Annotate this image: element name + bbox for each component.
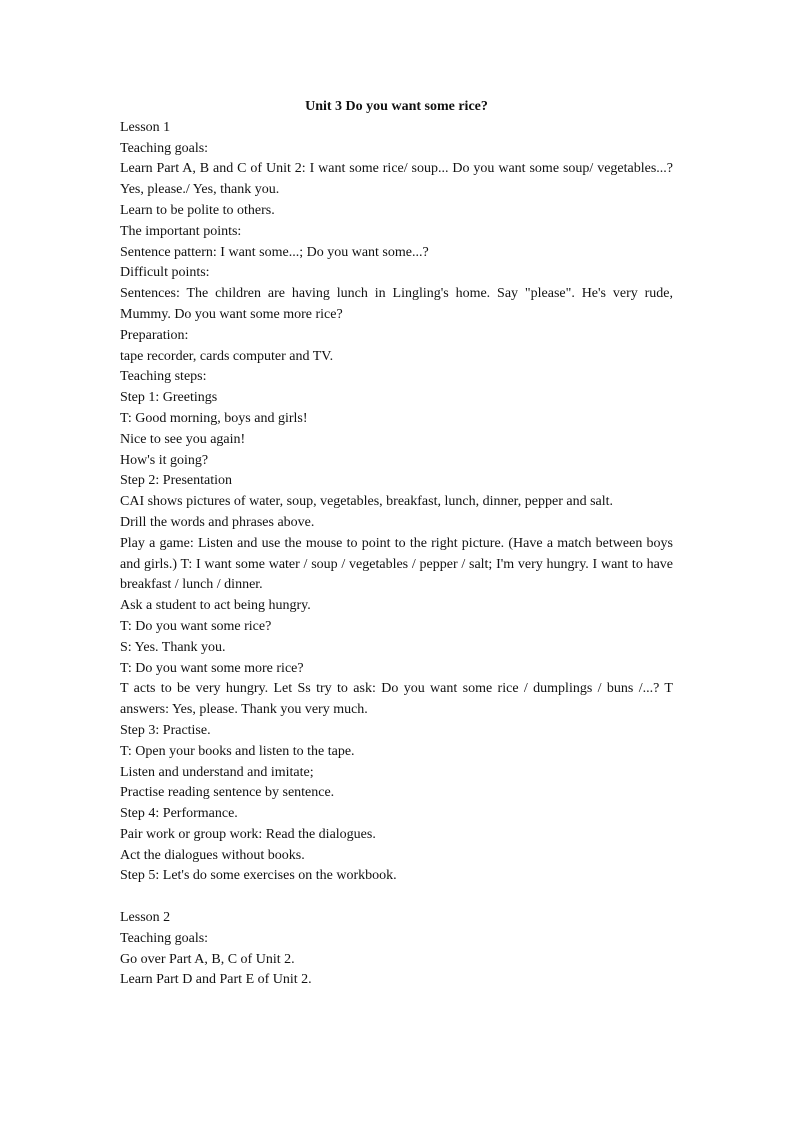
lesson2-heading: Lesson 2 [120, 910, 171, 926]
important-points-text: Sentence pattern: I want some...; Do you want some...? [120, 244, 429, 260]
step-3-line: Listen and understand and imitate; [120, 764, 314, 780]
step-2-paragraph: Play a game: Listen and use the mouse to point to the right picture. (Have a match between boys and girls.) T: I want some water / soup / vegetables / pepper / salt; I'm very hungry. I want to have breakfast / lunch / dinner. [120, 535, 673, 593]
preparation-heading: Preparation: [120, 327, 189, 343]
teaching-steps-heading: Teaching steps: [120, 369, 207, 385]
step-2-line: S: Yes. Thank you. [120, 639, 226, 655]
step-5-heading: Step 5: Let's do some exercises on the workbook. [120, 868, 397, 884]
step-1-line: How's it going? [120, 452, 209, 468]
lesson1-heading: Lesson 1 [120, 119, 171, 135]
document-body [120, 97, 673, 991]
step-2-line: T: Do you want some rice? [120, 618, 272, 634]
lesson1-goal-2: Learn to be polite to others. [120, 202, 275, 218]
document-title: Unit 3 Do you want some rice? [305, 99, 488, 114]
step-3-line: T: Open your books and listen to the tape. [120, 743, 355, 759]
lesson1-goal-1: Learn Part A, B and C of Unit 2: I want some rice/ soup... Do you want some soup/ vegetables...? Yes, please./ Yes, thank you. [120, 161, 673, 198]
step-2-heading: Step 2: Presentation [120, 473, 232, 489]
lesson1-goals-heading: Teaching goals: [120, 140, 209, 156]
lesson2-goal-1: Go over Part A, B, C of Unit 2. [120, 951, 295, 967]
step-4-heading: Step 4: Performance. [120, 806, 238, 822]
step-1-line: Nice to see you again! [120, 431, 246, 447]
difficult-points-text: Sentences: The children are having lunch in Lingling's home. Say "please". He's very rude, Mummy. Do you want some more rice? [120, 286, 673, 322]
section-spacer [120, 887, 673, 908]
step-2-line: Drill the words and phrases above. [120, 514, 315, 530]
lesson2-goals-heading: Teaching goals: [120, 930, 209, 946]
lesson2-goal-2: Learn Part D and Part E of Unit 2. [120, 972, 312, 988]
preparation-text: tape recorder, cards computer and TV. [120, 348, 334, 364]
step-3-line: Practise reading sentence by sentence. [120, 785, 335, 801]
step-1-line: T: Good morning, boys and girls! [120, 410, 308, 426]
step-1-heading: Step 1: Greetings [120, 390, 218, 406]
step-4-line: Act the dialogues without books. [120, 847, 305, 863]
step-2-paragraph: T acts to be very hungry. Let Ss try to ask: Do you want some rice / dumplings / buns /...? T answers: Yes, please. Thank you very much. [120, 681, 673, 718]
step-2-line: Ask a student to act being hungry. [120, 598, 311, 614]
important-points-heading: The important points: [120, 223, 242, 239]
step-2-paragraph: CAI shows pictures of water, soup, vegetables, breakfast, lunch, dinner, pepper and salt. [120, 494, 614, 510]
step-2-line: T: Do you want some more rice? [120, 660, 304, 676]
difficult-points-heading: Difficult points: [120, 265, 210, 281]
step-4-line: Pair work or group work: Read the dialogues. [120, 826, 376, 842]
step-3-heading: Step 3: Practise. [120, 722, 211, 738]
